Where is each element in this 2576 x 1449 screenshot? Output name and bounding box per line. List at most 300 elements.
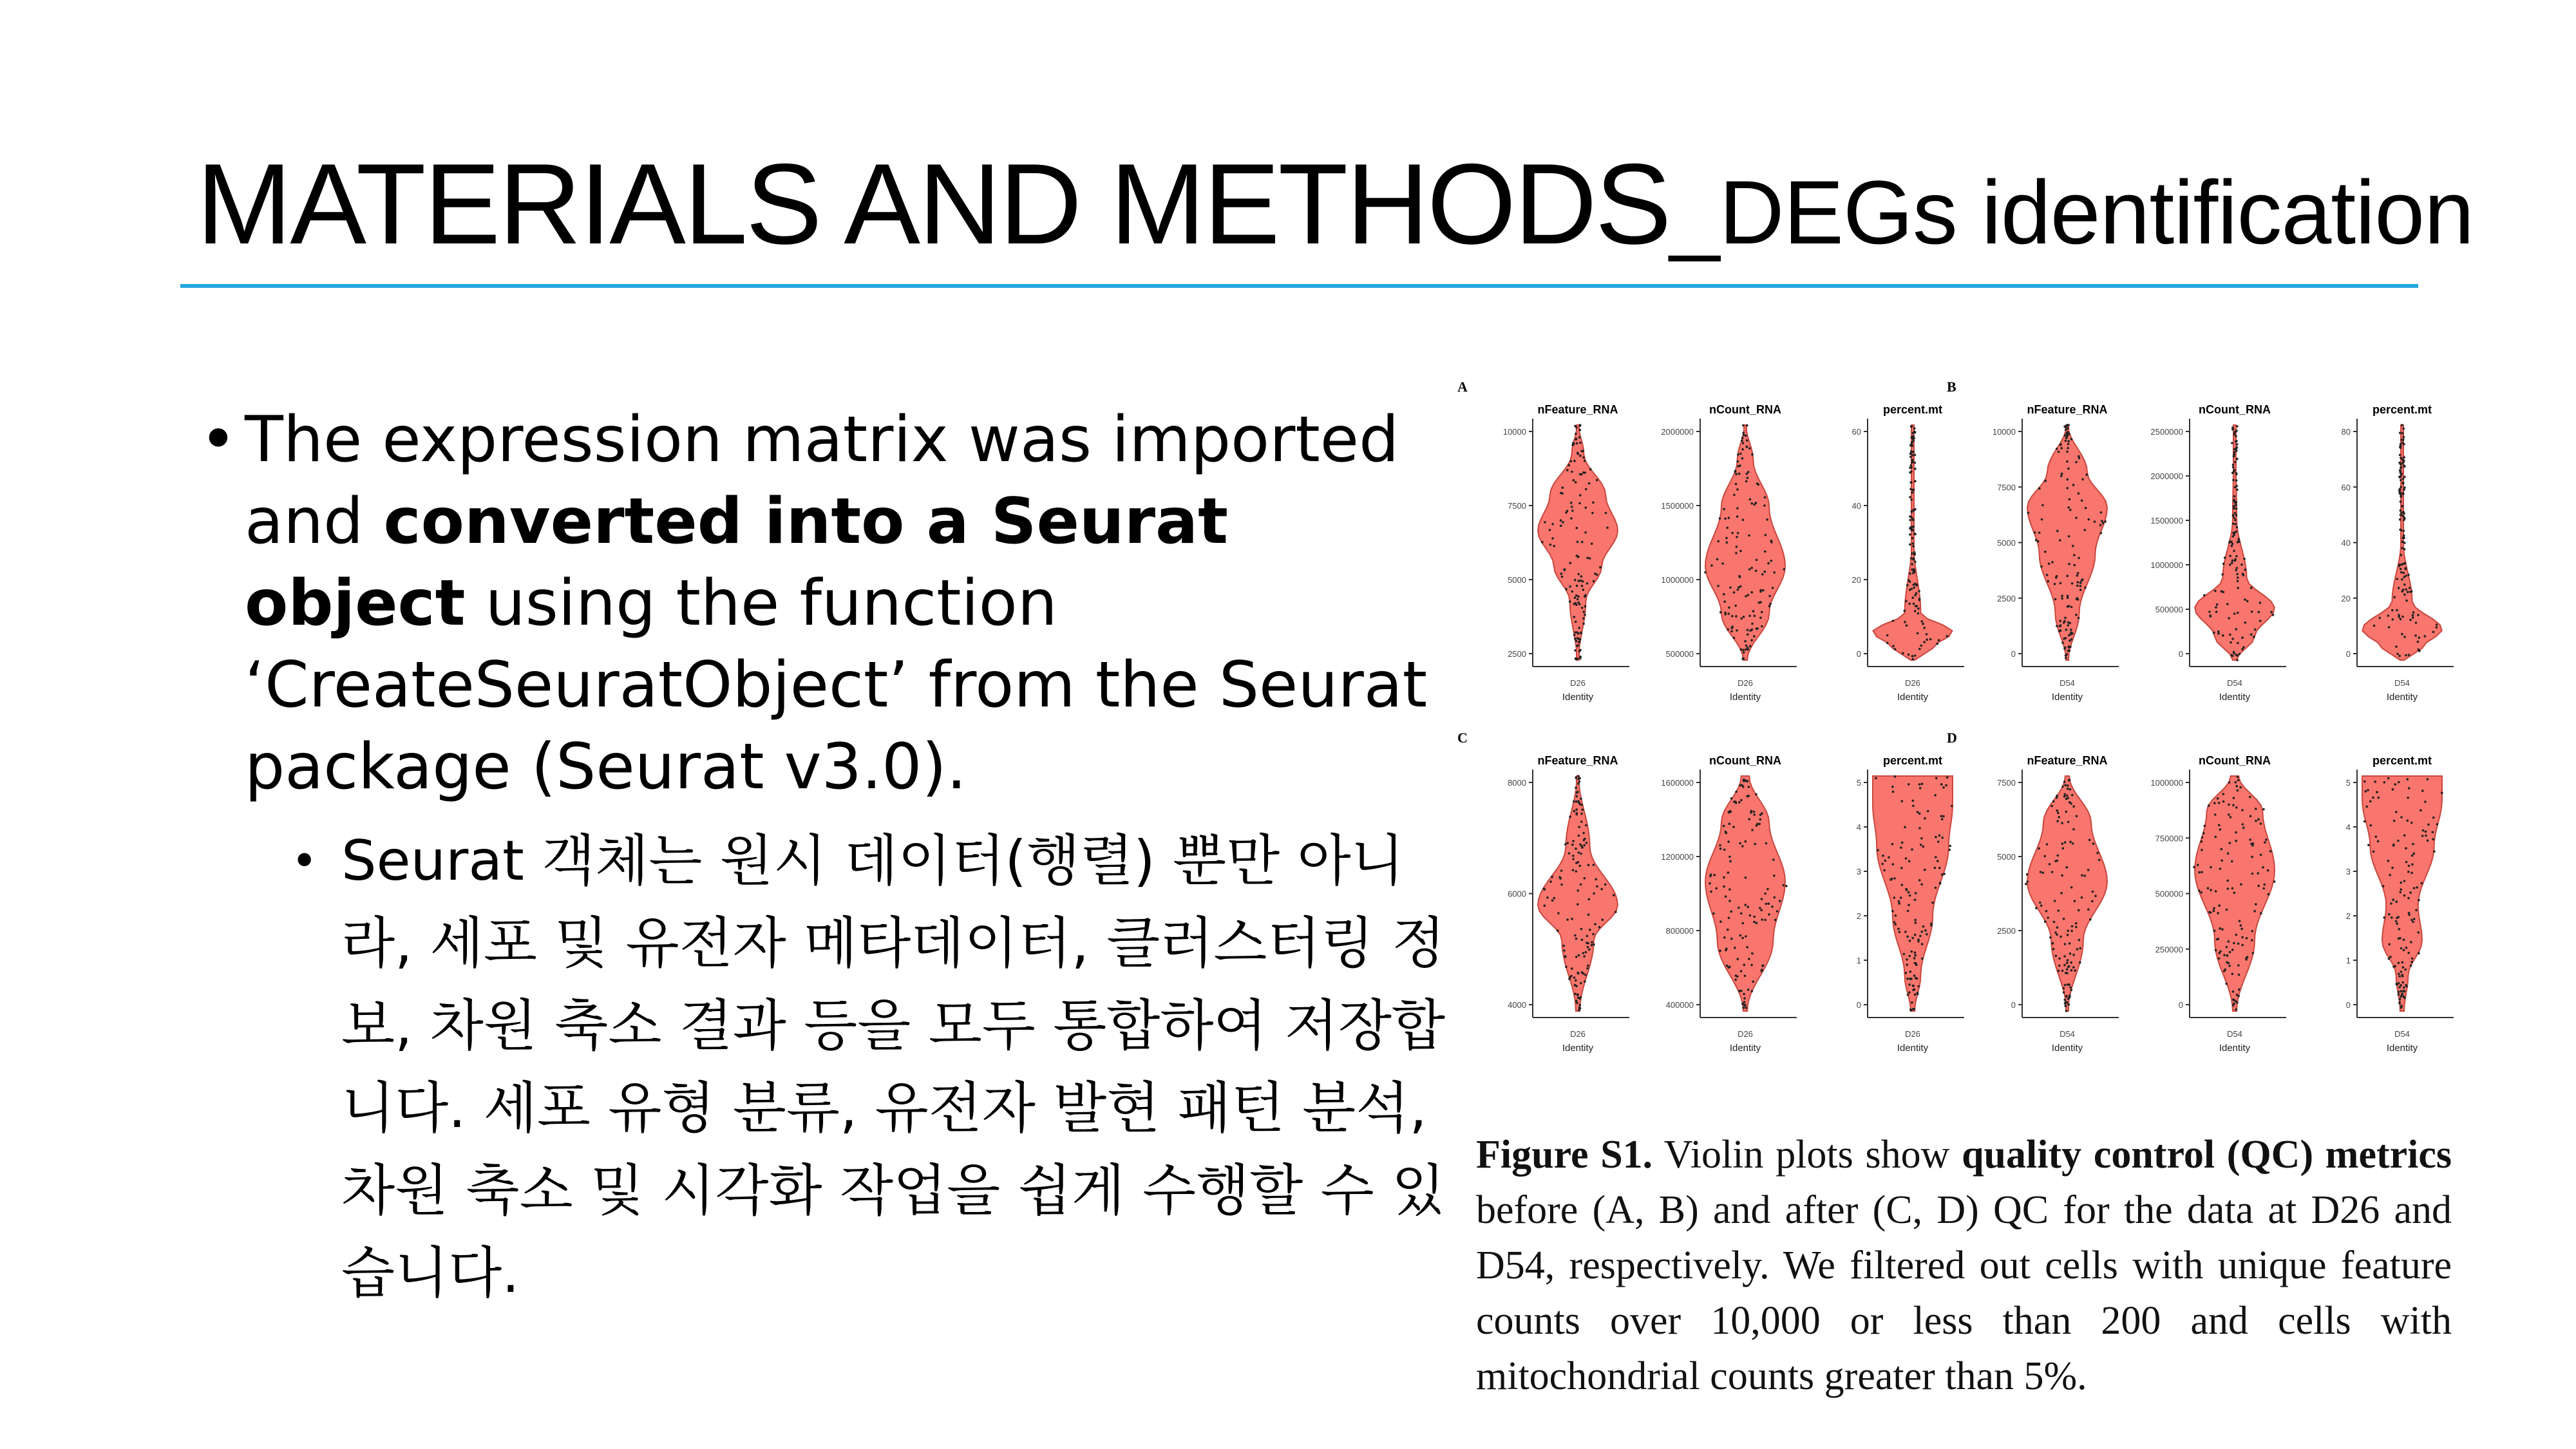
- data-point: [1551, 537, 1554, 540]
- data-point: [2068, 965, 2070, 968]
- data-point: [2214, 813, 2217, 816]
- data-point: [1900, 896, 1902, 899]
- data-point: [1912, 989, 1915, 991]
- data-point: [2398, 990, 2400, 993]
- data-point: [2025, 883, 2027, 886]
- data-point: [2057, 812, 2060, 815]
- data-point: [1904, 931, 1907, 933]
- data-point: [1750, 811, 1752, 814]
- data-point: [1755, 793, 1757, 796]
- data-point: [1949, 845, 1951, 848]
- data-point: [2235, 472, 2238, 475]
- data-point: [2067, 440, 2070, 442]
- data-point: [1895, 914, 1897, 917]
- data-point: [2058, 816, 2060, 819]
- data-point: [2218, 824, 2221, 827]
- data-point: [2241, 809, 2244, 811]
- data-point: [1745, 904, 1747, 906]
- data-point: [2240, 883, 2242, 886]
- data-point: [1595, 878, 1598, 881]
- panel-letter: D: [1947, 730, 1957, 746]
- data-point: [1918, 783, 1921, 786]
- data-point: [2235, 628, 2238, 630]
- data-point: [1881, 863, 1884, 866]
- data-point: [2061, 594, 2063, 597]
- y-tick-label: 2000000: [1661, 427, 1694, 437]
- data-point: [1930, 924, 1933, 927]
- data-point: [2079, 947, 2081, 950]
- data-point: [1911, 459, 1913, 462]
- data-point: [1573, 460, 1576, 462]
- data-point: [2432, 831, 2434, 833]
- data-point: [1589, 929, 1591, 931]
- data-point: [2399, 431, 2401, 434]
- data-point: [1772, 587, 1774, 589]
- data-point: [1727, 871, 1730, 874]
- data-point: [1921, 620, 1924, 623]
- data-point: [1571, 444, 1574, 446]
- data-point: [1741, 845, 1744, 848]
- y-tick-label: 20: [1852, 575, 1861, 585]
- data-point: [2059, 625, 2061, 628]
- data-point: [1941, 873, 1944, 876]
- data-point: [1903, 953, 1906, 956]
- data-point: [1914, 934, 1917, 936]
- data-point: [1741, 448, 1744, 451]
- data-point: [1573, 616, 1576, 618]
- data-point: [2084, 529, 2087, 531]
- data-point: [2198, 871, 2201, 874]
- data-point: [1549, 529, 1551, 531]
- data-point: [2056, 530, 2059, 533]
- data-point: [1576, 585, 1578, 587]
- data-point: [2400, 486, 2402, 489]
- data-point: [2402, 482, 2405, 485]
- data-point: [1721, 562, 1724, 565]
- data-point: [2056, 926, 2059, 929]
- data-point: [2404, 562, 2407, 565]
- data-point: [1875, 777, 1877, 780]
- data-point: [2072, 545, 2074, 547]
- data-point: [2235, 435, 2237, 438]
- data-point: [1743, 651, 1745, 654]
- data-point: [1927, 810, 1929, 813]
- data-point: [2078, 557, 2080, 560]
- data-point: [1576, 527, 1578, 529]
- data-point: [2079, 582, 2082, 584]
- data-point: [1906, 978, 1909, 980]
- data-point: [2421, 790, 2424, 792]
- data-point: [1575, 658, 1577, 660]
- data-point: [2396, 609, 2398, 612]
- data-point: [2050, 805, 2053, 808]
- data-point: [1577, 775, 1580, 777]
- x-tick-label: D26: [1905, 678, 1920, 688]
- data-point: [2058, 958, 2061, 960]
- data-point: [2379, 617, 2382, 620]
- data-point: [1911, 436, 1914, 439]
- data-point: [1910, 452, 1913, 455]
- data-point: [1741, 439, 1743, 442]
- data-point: [1901, 884, 1904, 886]
- data-point: [2236, 526, 2239, 529]
- data-point: [2038, 488, 2041, 490]
- data-point: [2235, 502, 2237, 504]
- y-tick-label: 8000: [1508, 778, 1526, 788]
- data-point: [1909, 1009, 1912, 1011]
- data-point: [1749, 498, 1752, 501]
- data-point: [2060, 936, 2062, 938]
- data-point: [1560, 525, 1562, 527]
- data-point: [2222, 634, 2224, 637]
- x-axis-label: Identity: [2386, 692, 2418, 703]
- data-point: [1745, 645, 1748, 647]
- data-point: [2235, 448, 2237, 451]
- data-point: [1739, 784, 1741, 787]
- data-point: [1893, 896, 1896, 899]
- data-point: [2046, 574, 2049, 576]
- data-point: [1909, 544, 1911, 546]
- data-point: [1942, 815, 1945, 818]
- data-point: [2399, 518, 2401, 521]
- data-point: [2405, 947, 2408, 949]
- data-point: [2067, 998, 2070, 1000]
- y-tick-label: 5000: [1997, 852, 2016, 862]
- data-point: [2264, 841, 2266, 844]
- bullet-level2: [291, 820, 1449, 1314]
- data-point: [2089, 918, 2092, 921]
- data-point: [2235, 1009, 2237, 1011]
- data-point: [2402, 478, 2405, 480]
- data-point: [1544, 521, 1546, 524]
- data-point: [1579, 1007, 1582, 1010]
- data-point: [1912, 451, 1915, 453]
- data-point: [1741, 437, 1744, 439]
- data-point: [1914, 954, 1917, 957]
- data-point: [2372, 797, 2374, 799]
- data-point: [2067, 959, 2069, 961]
- data-point: [2270, 611, 2273, 614]
- x-tick-label: D26: [1570, 678, 1586, 688]
- data-point: [1551, 523, 1554, 526]
- data-point: [2064, 784, 2067, 786]
- data-point: [1579, 996, 1582, 999]
- data-point: [2201, 849, 2203, 851]
- data-point: [1549, 544, 1552, 546]
- data-point: [1574, 638, 1577, 640]
- data-point: [1934, 794, 1937, 797]
- data-point: [2403, 834, 2406, 837]
- data-point: [1742, 649, 1745, 651]
- data-point: [2064, 617, 2067, 620]
- data-point: [2399, 891, 2401, 894]
- data-point: [1574, 984, 1577, 987]
- data-point: [2396, 983, 2398, 985]
- data-point: [1571, 471, 1573, 473]
- data-point: [2263, 884, 2266, 886]
- data-point: [2229, 564, 2231, 566]
- data-point: [2387, 614, 2390, 617]
- data-point: [1583, 955, 1586, 958]
- data-point: [2237, 580, 2239, 583]
- y-tick-label: 20: [2341, 593, 2351, 603]
- data-point: [1894, 775, 1897, 778]
- data-point: [1763, 504, 1766, 507]
- data-point: [2399, 998, 2401, 1001]
- data-point: [1908, 603, 1911, 605]
- data-point: [1910, 516, 1913, 518]
- data-point: [1916, 978, 1918, 980]
- data-point: [2236, 425, 2239, 428]
- data-point: [1579, 656, 1582, 658]
- data-point: [1562, 486, 1564, 489]
- data-point: [1736, 629, 1738, 632]
- data-point: [2235, 440, 2237, 443]
- data-point: [2246, 600, 2249, 603]
- data-point: [2376, 791, 2378, 793]
- data-point: [1584, 595, 1586, 598]
- data-point: [1918, 879, 1921, 882]
- data-point: [2402, 981, 2405, 984]
- data-point: [2078, 617, 2080, 620]
- data-point: [1572, 855, 1575, 857]
- data-point: [2026, 880, 2029, 883]
- data-point: [1917, 992, 1919, 994]
- data-point: [2237, 964, 2240, 967]
- data-point: [2425, 835, 2427, 837]
- data-point: [2077, 572, 2079, 574]
- data-point: [1564, 569, 1566, 571]
- data-point: [1560, 884, 1563, 886]
- data-point: [1740, 799, 1743, 802]
- data-point: [1579, 649, 1582, 652]
- data-point: [1739, 550, 1742, 553]
- data-point: [2403, 636, 2406, 638]
- data-point: [2365, 806, 2368, 808]
- data-point: [1582, 611, 1585, 613]
- data-point: [2070, 633, 2072, 636]
- data-point: [2218, 802, 2221, 804]
- data-point: [1941, 837, 1944, 839]
- data-point: [1586, 557, 1589, 560]
- data-point: [1739, 842, 1741, 845]
- data-point: [1574, 596, 1577, 599]
- data-point: [1747, 647, 1749, 649]
- data-point: [2056, 810, 2059, 812]
- data-point: [2226, 946, 2228, 949]
- data-point: [1741, 658, 1744, 660]
- data-point: [2221, 590, 2223, 592]
- data-point: [2367, 789, 2369, 791]
- data-point: [2417, 931, 2420, 934]
- data-point: [1751, 952, 1754, 955]
- data-point: [1575, 800, 1578, 803]
- data-point: [2232, 535, 2235, 538]
- data-point: [2066, 968, 2069, 971]
- data-point: [1912, 658, 1915, 661]
- data-point: [1909, 533, 1911, 536]
- data-point: [2413, 887, 2416, 889]
- data-point: [1914, 480, 1917, 482]
- data-point: [1580, 820, 1583, 823]
- data-point: [1916, 605, 1918, 607]
- data-point: [2250, 633, 2253, 636]
- data-point: [1910, 498, 1913, 501]
- data-point: [2061, 598, 2063, 600]
- y-tick-label: 500000: [2155, 605, 2183, 614]
- data-point: [1937, 643, 1939, 645]
- data-point: [1574, 425, 1577, 428]
- data-point: [1729, 587, 1732, 589]
- data-point: [2213, 632, 2215, 634]
- data-point: [2234, 558, 2237, 561]
- data-point: [1922, 925, 1925, 928]
- data-point: [2394, 596, 2396, 599]
- data-point: [1911, 537, 1914, 540]
- data-point: [1911, 800, 1914, 802]
- data-point: [1893, 877, 1896, 880]
- data-point: [2234, 431, 2237, 433]
- data-point: [2201, 871, 2203, 873]
- data-point: [2403, 583, 2406, 586]
- data-point: [1909, 444, 1912, 447]
- data-point: [2415, 621, 2418, 624]
- data-point: [2226, 603, 2229, 605]
- data-point: [2063, 781, 2066, 783]
- data-point: [1575, 594, 1578, 597]
- data-point: [2405, 574, 2407, 577]
- data-point: [1745, 1007, 1748, 1009]
- data-point: [2232, 522, 2235, 525]
- data-point: [2084, 875, 2087, 877]
- data-point: [2076, 581, 2079, 583]
- data-point: [1906, 958, 1908, 961]
- data-point: [1886, 634, 1889, 637]
- data-point: [1723, 600, 1726, 603]
- data-point: [2225, 983, 2228, 985]
- data-point: [1577, 889, 1580, 892]
- data-point: [2401, 458, 2404, 460]
- plot-title: nCount_RNA: [1709, 403, 1781, 416]
- data-point: [1920, 844, 1922, 846]
- data-point: [2390, 902, 2392, 905]
- data-point: [1892, 863, 1895, 866]
- y-tick-label: 0: [2011, 1000, 2016, 1010]
- data-point: [2218, 904, 2221, 907]
- data-point: [2221, 848, 2223, 851]
- data-point: [1582, 589, 1585, 591]
- data-point: [1575, 848, 1577, 850]
- data-point: [1577, 598, 1579, 601]
- data-point: [2401, 442, 2404, 444]
- violin-shape: [1538, 776, 1618, 1011]
- data-point: [2066, 653, 2069, 656]
- data-point: [2387, 860, 2390, 862]
- data-point: [2038, 848, 2040, 850]
- x-axis-label: Identity: [1562, 1043, 1594, 1054]
- data-point: [2412, 614, 2414, 616]
- data-point: [2064, 647, 2067, 649]
- plot-title: nCount_RNA: [1709, 754, 1781, 767]
- data-point: [1747, 594, 1750, 596]
- data-point: [1764, 571, 1766, 573]
- data-point: [2392, 898, 2394, 901]
- data-point: [2378, 797, 2380, 799]
- data-point: [1578, 781, 1581, 783]
- data-point: [2401, 633, 2403, 636]
- data-point: [1912, 558, 1915, 561]
- x-tick-label: D26: [1738, 678, 1753, 688]
- data-point: [2388, 943, 2391, 946]
- data-point: [1728, 888, 1731, 891]
- data-point: [2421, 882, 2423, 885]
- data-point: [1736, 536, 1738, 538]
- data-point: [1939, 882, 1942, 884]
- data-point: [2407, 819, 2409, 822]
- data-point: [2054, 931, 2057, 934]
- data-point: [1737, 532, 1739, 535]
- data-point: [2231, 562, 2233, 564]
- data-point: [1900, 867, 1903, 869]
- data-point: [2374, 781, 2376, 783]
- data-point: [1911, 510, 1913, 513]
- data-point: [2401, 505, 2404, 507]
- data-point: [1582, 809, 1584, 811]
- x-axis-label: Identity: [2219, 692, 2251, 703]
- data-point: [1581, 585, 1584, 587]
- data-point: [2231, 860, 2233, 863]
- data-point: [2244, 598, 2246, 601]
- data-point: [1921, 782, 1924, 785]
- data-point: [2401, 591, 2404, 593]
- data-point: [2236, 567, 2239, 569]
- data-point: [1572, 858, 1575, 860]
- y-tick-label: 0: [2178, 1000, 2183, 1010]
- data-point: [1580, 928, 1583, 931]
- data-point: [1753, 813, 1756, 816]
- data-point: [1591, 944, 1593, 947]
- data-point: [1723, 593, 1725, 596]
- data-point: [2398, 982, 2400, 985]
- x-tick-label: D54: [2227, 678, 2242, 688]
- data-point: [2262, 887, 2265, 890]
- data-point: [2232, 466, 2235, 469]
- y-tick-label: 2: [2345, 911, 2351, 921]
- plot-title: nCount_RNA: [2199, 754, 2271, 767]
- data-point: [2063, 964, 2066, 967]
- data-point: [2392, 618, 2394, 621]
- data-point: [2432, 838, 2434, 840]
- data-point: [2219, 927, 2221, 930]
- data-point: [2096, 852, 2099, 855]
- data-point: [2403, 517, 2406, 520]
- data-point: [2237, 943, 2240, 945]
- data-point: [1580, 982, 1582, 985]
- data-point: [1582, 471, 1585, 474]
- data-point: [2064, 984, 2067, 987]
- data-point: [1926, 933, 1928, 936]
- data-point: [1908, 891, 1910, 894]
- data-point: [1593, 943, 1595, 946]
- data-point: [1571, 509, 1574, 512]
- data-point: [1745, 649, 1747, 651]
- data-point: [1748, 958, 1750, 960]
- data-point: [2069, 987, 2072, 989]
- data-point: [1898, 900, 1900, 903]
- data-point: [1582, 952, 1585, 954]
- data-point: [1570, 517, 1573, 520]
- data-point: [1938, 639, 1940, 641]
